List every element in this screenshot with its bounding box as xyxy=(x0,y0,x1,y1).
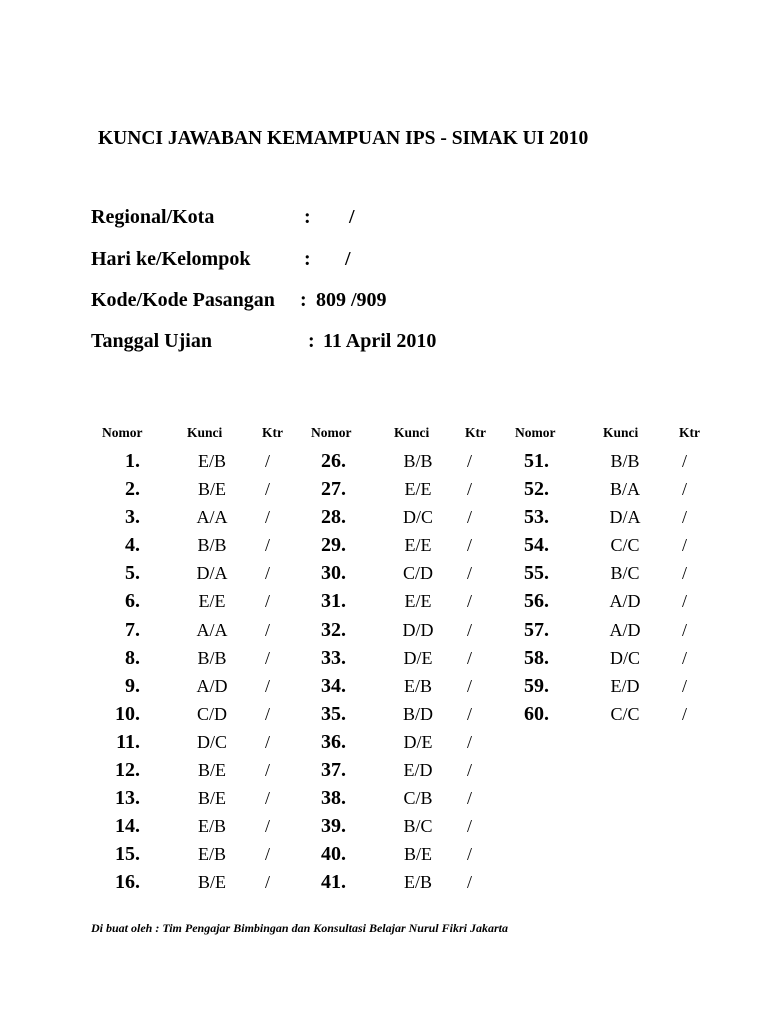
answer-number: 13. xyxy=(115,787,140,810)
answer-key: A/A xyxy=(196,507,228,528)
info-hari-label: Hari ke/Kelompok xyxy=(91,248,251,270)
document-title: KUNCI JAWABAN KEMAMPUAN IPS - SIMAK UI 2010 xyxy=(98,128,589,149)
answer-key: D/C xyxy=(609,647,640,668)
answer-number: 3. xyxy=(125,506,140,529)
answer-row xyxy=(509,700,749,728)
answer-key: B/B xyxy=(610,451,640,471)
answer-ktr: / xyxy=(467,844,473,865)
answer-ktr: / xyxy=(265,563,271,584)
answer-ktr: / xyxy=(265,760,271,781)
answer-row xyxy=(509,644,749,672)
answer-ktr: / xyxy=(682,619,688,640)
info-kode-label: Kode/Kode Pasangan xyxy=(91,289,275,311)
answer-key: E/E xyxy=(404,591,432,612)
answer-row xyxy=(509,531,749,559)
info-tanggal-label: Tanggal Ujian xyxy=(91,330,212,352)
answer-ktr: / xyxy=(682,507,688,528)
answer-row xyxy=(509,616,749,644)
answer-ktr: / xyxy=(265,675,271,696)
answer-row xyxy=(306,728,546,756)
answer-number: 16. xyxy=(115,871,140,894)
answer-key: D/D xyxy=(402,619,434,640)
answer-ktr: / xyxy=(467,816,473,837)
answer-number: 34. xyxy=(321,674,346,697)
answer-key: D/A xyxy=(196,563,228,584)
answer-number: 9. xyxy=(125,674,140,697)
answer-ktr: / xyxy=(467,760,473,781)
answer-key: B/E xyxy=(403,844,432,865)
answer-number: 27. xyxy=(321,478,346,501)
answer-row xyxy=(100,728,340,756)
answer-number: 7. xyxy=(125,618,140,641)
answer-row xyxy=(100,784,340,812)
answer-number: 56. xyxy=(524,590,549,613)
header-kunci-3: Kunci xyxy=(603,425,639,440)
answer-row xyxy=(100,840,340,868)
answer-row xyxy=(509,503,749,531)
header-nomor-1: Nomor xyxy=(102,425,143,440)
answer-key: D/E xyxy=(403,647,433,668)
answer-key: E/E xyxy=(404,535,432,556)
answer-ktr: / xyxy=(467,788,473,809)
answer-row xyxy=(100,812,340,840)
answer-ktr: / xyxy=(682,479,688,500)
answer-key: E/B xyxy=(403,872,432,893)
answer-key: B/B xyxy=(197,647,227,668)
answer-key: E/B xyxy=(403,675,432,696)
answer-ktr: / xyxy=(467,479,473,500)
answer-key: C/D xyxy=(196,703,227,724)
answer-ktr: / xyxy=(467,703,473,724)
answer-key: B/C xyxy=(610,563,640,584)
answer-ktr: / xyxy=(467,619,473,640)
answer-ktr: / xyxy=(467,647,473,668)
answer-key: B/A xyxy=(609,479,640,500)
answer-key: D/E xyxy=(403,731,433,752)
answer-row xyxy=(509,559,749,587)
answer-number: 5. xyxy=(125,562,140,585)
answer-ktr: / xyxy=(265,872,271,893)
answer-column-3 xyxy=(509,447,749,728)
answer-ktr: / xyxy=(265,619,271,640)
header-nomor-3: Nomor xyxy=(515,425,556,440)
answer-key: E/B xyxy=(197,816,226,837)
answer-number: 51. xyxy=(524,450,549,472)
info-kode-colon: : xyxy=(300,289,307,311)
answer-number: 52. xyxy=(524,478,549,501)
answer-row xyxy=(100,672,340,700)
info-kode-value: 809 /909 xyxy=(316,289,387,311)
answer-ktr: / xyxy=(682,647,688,668)
answer-ktr: / xyxy=(682,591,688,612)
answer-ktr: / xyxy=(467,535,473,556)
answer-key: C/C xyxy=(610,703,640,724)
answer-key: B/D xyxy=(402,703,433,724)
answer-row xyxy=(306,784,546,812)
answer-ktr: / xyxy=(467,675,473,696)
answer-row xyxy=(100,616,340,644)
info-hari-value: / xyxy=(345,248,351,270)
answer-row xyxy=(100,868,340,896)
answer-ktr: / xyxy=(467,451,473,471)
answer-row xyxy=(100,447,340,475)
answer-ktr: / xyxy=(682,563,688,584)
answer-key: B/C xyxy=(403,816,433,837)
header-ktr-3: Ktr xyxy=(679,425,700,440)
answer-ktr: / xyxy=(682,451,688,471)
answer-ktr: / xyxy=(265,731,271,752)
answer-row xyxy=(306,868,546,896)
answer-row xyxy=(306,756,546,784)
answer-number: 37. xyxy=(321,759,346,782)
answer-row xyxy=(100,475,340,503)
answer-ktr: / xyxy=(265,647,271,668)
answer-number: 54. xyxy=(524,534,549,557)
header-kunci-1: Kunci xyxy=(187,425,223,440)
answer-key: A/D xyxy=(196,675,228,696)
answer-key: D/C xyxy=(196,731,227,752)
answer-row xyxy=(509,672,749,700)
answer-ktr: / xyxy=(467,563,473,584)
info-regional-label: Regional/Kota xyxy=(91,206,215,228)
answer-ktr: / xyxy=(265,507,271,528)
answer-ktr: / xyxy=(682,535,688,556)
info-regional-value: / xyxy=(349,206,355,228)
answer-number: 39. xyxy=(321,815,346,838)
answer-ktr: / xyxy=(265,591,271,612)
answer-number: 4. xyxy=(125,534,140,557)
answer-number: 2. xyxy=(125,478,140,501)
info-tanggal-colon: : xyxy=(308,330,315,352)
answer-ktr: / xyxy=(265,844,271,865)
answer-number: 30. xyxy=(321,562,346,585)
answer-ktr: / xyxy=(265,788,271,809)
answer-number: 28. xyxy=(321,506,346,529)
answer-number: 11. xyxy=(116,730,140,753)
answer-key: E/D xyxy=(403,760,433,781)
answer-row xyxy=(100,587,340,615)
answer-ktr: / xyxy=(467,731,473,752)
answer-number: 26. xyxy=(321,450,346,472)
answer-number: 36. xyxy=(321,730,346,753)
answer-ktr: / xyxy=(265,479,271,500)
answer-key: E/E xyxy=(404,479,432,500)
answer-number: 14. xyxy=(115,815,140,838)
header-kunci-2: Kunci xyxy=(394,425,430,440)
answer-row xyxy=(509,475,749,503)
answer-key: B/E xyxy=(197,479,226,500)
answer-key: B/B xyxy=(403,451,433,471)
header-ktr-1: Ktr xyxy=(262,425,283,440)
answer-row xyxy=(100,644,340,672)
answer-key: E/D xyxy=(610,675,640,696)
answer-row xyxy=(509,587,749,615)
answer-key: C/C xyxy=(610,535,640,556)
answer-number: 1. xyxy=(125,450,140,472)
answer-key: C/D xyxy=(402,563,433,584)
answer-row xyxy=(306,840,546,868)
answer-number: 8. xyxy=(125,646,140,669)
answer-ktr: / xyxy=(682,703,688,724)
answer-number: 55. xyxy=(524,562,549,585)
answer-number: 59. xyxy=(524,674,549,697)
answer-number: 40. xyxy=(321,843,346,866)
answer-key: D/A xyxy=(609,507,641,528)
info-tanggal-value: 11 April 2010 xyxy=(323,330,437,352)
answer-number: 10. xyxy=(115,702,140,725)
answer-row xyxy=(100,559,340,587)
answer-key: A/D xyxy=(609,591,641,612)
answer-number: 58. xyxy=(524,646,549,669)
answer-row xyxy=(509,447,749,475)
answer-number: 53. xyxy=(524,506,549,529)
answer-ktr: / xyxy=(265,816,271,837)
answer-row xyxy=(100,700,340,728)
answer-number: 41. xyxy=(321,871,346,894)
header-ktr-2: Ktr xyxy=(465,425,486,440)
answer-number: 35. xyxy=(321,702,346,725)
answer-number: 38. xyxy=(321,787,346,810)
info-regional-colon: : xyxy=(304,206,311,228)
answer-ktr: / xyxy=(682,675,688,696)
answer-number: 33. xyxy=(321,646,346,669)
answer-key: B/E xyxy=(197,788,226,809)
answer-number: 60. xyxy=(524,702,549,725)
answer-key: B/E xyxy=(197,760,226,781)
answer-number: 31. xyxy=(321,590,346,613)
answer-ktr: / xyxy=(265,703,271,724)
header-nomor-2: Nomor xyxy=(311,425,352,440)
answer-ktr: / xyxy=(467,591,473,612)
answer-number: 32. xyxy=(321,618,346,641)
answer-ktr: / xyxy=(265,535,271,556)
answer-ktr: / xyxy=(467,872,473,893)
answer-row xyxy=(100,503,340,531)
answer-key: E/E xyxy=(198,591,226,612)
answer-row xyxy=(100,531,340,559)
answer-key: D/C xyxy=(402,507,433,528)
answer-column-1 xyxy=(100,447,340,897)
answer-number: 6. xyxy=(125,590,140,613)
info-hari-colon: : xyxy=(304,248,311,270)
answer-row xyxy=(100,756,340,784)
footer-credit: Di buat oleh : Tim Pengajar Bimbingan dan Konsultasi Belajar Nurul Fikri Jakarta xyxy=(91,921,508,935)
answer-key: C/B xyxy=(403,788,433,809)
answer-key: A/A xyxy=(196,619,228,640)
answer-number: 15. xyxy=(115,843,140,866)
answer-number: 29. xyxy=(321,534,346,557)
answer-row xyxy=(306,812,546,840)
answer-key: E/B xyxy=(197,451,226,471)
answer-key: B/B xyxy=(197,535,227,556)
answer-number: 57. xyxy=(524,618,549,641)
answer-ktr: / xyxy=(265,451,271,471)
answer-key: B/E xyxy=(197,872,226,893)
answer-number: 12. xyxy=(115,759,140,782)
answer-key: A/D xyxy=(609,619,641,640)
answer-ktr: / xyxy=(467,507,473,528)
answer-key: E/B xyxy=(197,844,226,865)
